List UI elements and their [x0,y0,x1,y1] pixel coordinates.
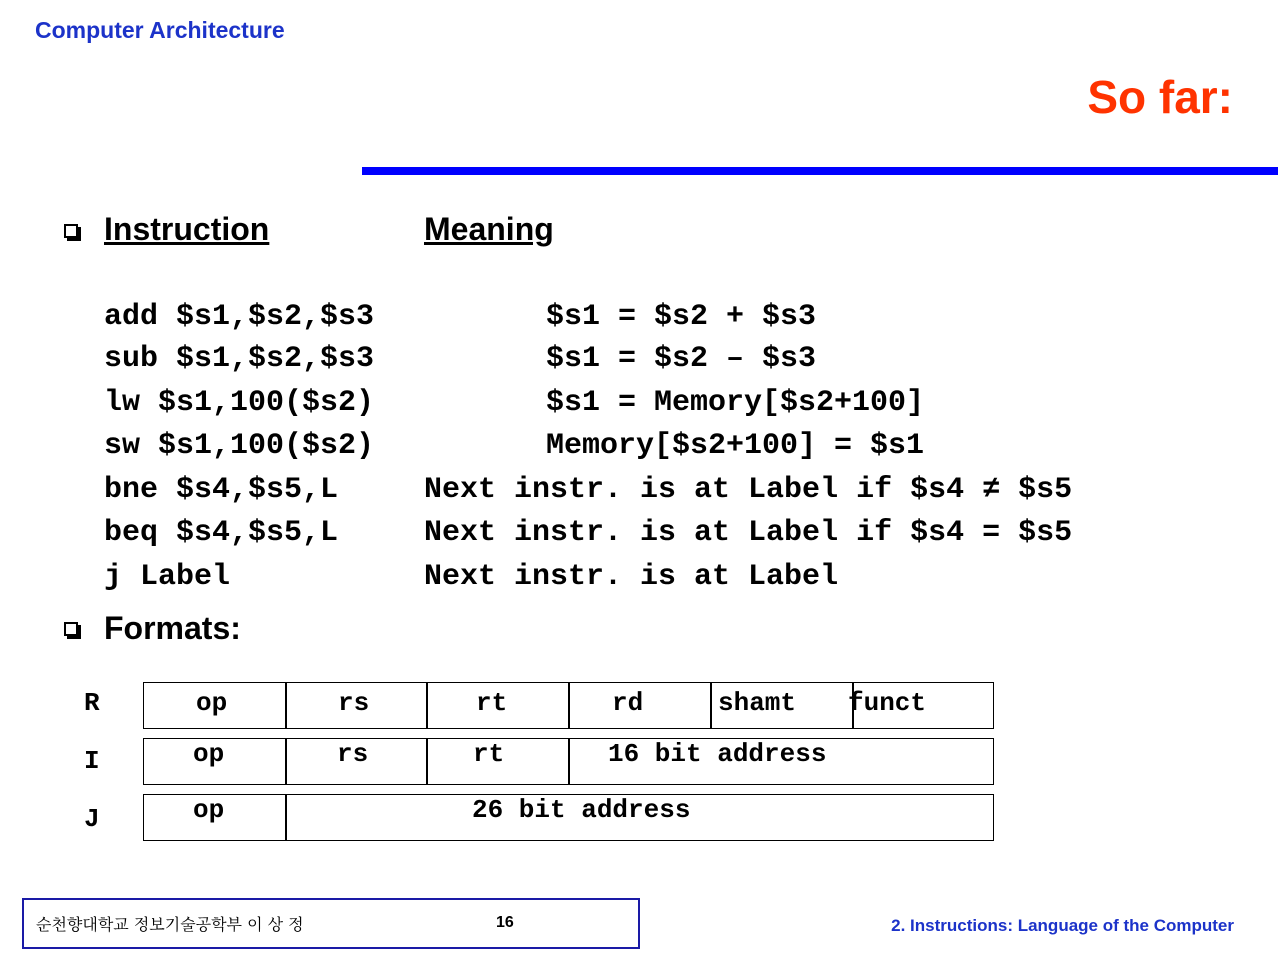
field-divider [568,739,570,784]
instruction-cell: lw $s1,100($s2) [104,386,375,420]
meaning-heading: Meaning [424,211,554,247]
j-format-letter: J [84,804,100,834]
field-address: 16 bit address [608,739,827,769]
instruction-cell: sub $s1,$s2,$s3 [104,342,375,376]
instruction-cell: beq $s4,$s5,L [104,516,339,550]
field-op: op [193,739,225,769]
page-number: 16 [496,914,514,931]
instruction-cell: bne $s4,$s5,L [104,473,339,507]
instruction-cell: add $s1,$s2,$s3 [104,300,375,334]
field-shamt: shamt [718,688,797,718]
bullet-square-icon [64,224,78,238]
i-format-letter: I [84,746,100,776]
field-rs: rs [337,739,369,769]
footer-department: 순천향대학교 정보기술공학부 이 상 정 [36,915,304,934]
instruction-cell: j Label [104,560,231,594]
r-format-box [143,682,994,729]
field-op: op [193,795,225,825]
r-format-letter: R [84,688,100,718]
field-rt: rt [476,688,508,718]
meaning-cell: $s1 = $s2 + $s3 [546,300,817,334]
field-divider [426,683,428,728]
slide-title: So far: [1087,71,1233,123]
field-divider [426,739,428,784]
footer-chapter: 2. Instructions: Language of the Computer [891,916,1234,935]
field-funct: funct [848,688,927,718]
field-address: 26 bit address [472,795,691,825]
meaning-cell: Next instr. is at Label [424,560,839,594]
meaning-cell: Next instr. is at Label if $s4 ≠ $s5 [424,473,1073,507]
field-rd: rd [612,688,644,718]
meaning-cell: Next instr. is at Label if $s4 = $s5 [424,516,1073,550]
field-op: op [196,688,228,718]
i-format-box [143,738,994,785]
bullet-square-icon [64,622,78,636]
meaning-cell: Memory[$s2+100] = $s1 [546,429,925,463]
field-divider [710,683,712,728]
j-format-box [143,794,994,841]
meaning-cell: $s1 = $s2 – $s3 [546,342,817,376]
course-header: Computer Architecture [35,17,285,43]
footer-box [22,898,640,949]
field-divider [285,739,287,784]
field-divider [285,795,287,840]
instruction-heading: Instruction [104,211,270,247]
instruction-cell: sw $s1,100($s2) [104,429,375,463]
title-underline [362,167,1278,175]
meaning-cell: $s1 = Memory[$s2+100] [546,386,925,420]
field-divider [568,683,570,728]
field-rs: rs [338,688,370,718]
field-divider [285,683,287,728]
formats-label: Formats: [104,610,241,646]
field-rt: rt [473,739,505,769]
